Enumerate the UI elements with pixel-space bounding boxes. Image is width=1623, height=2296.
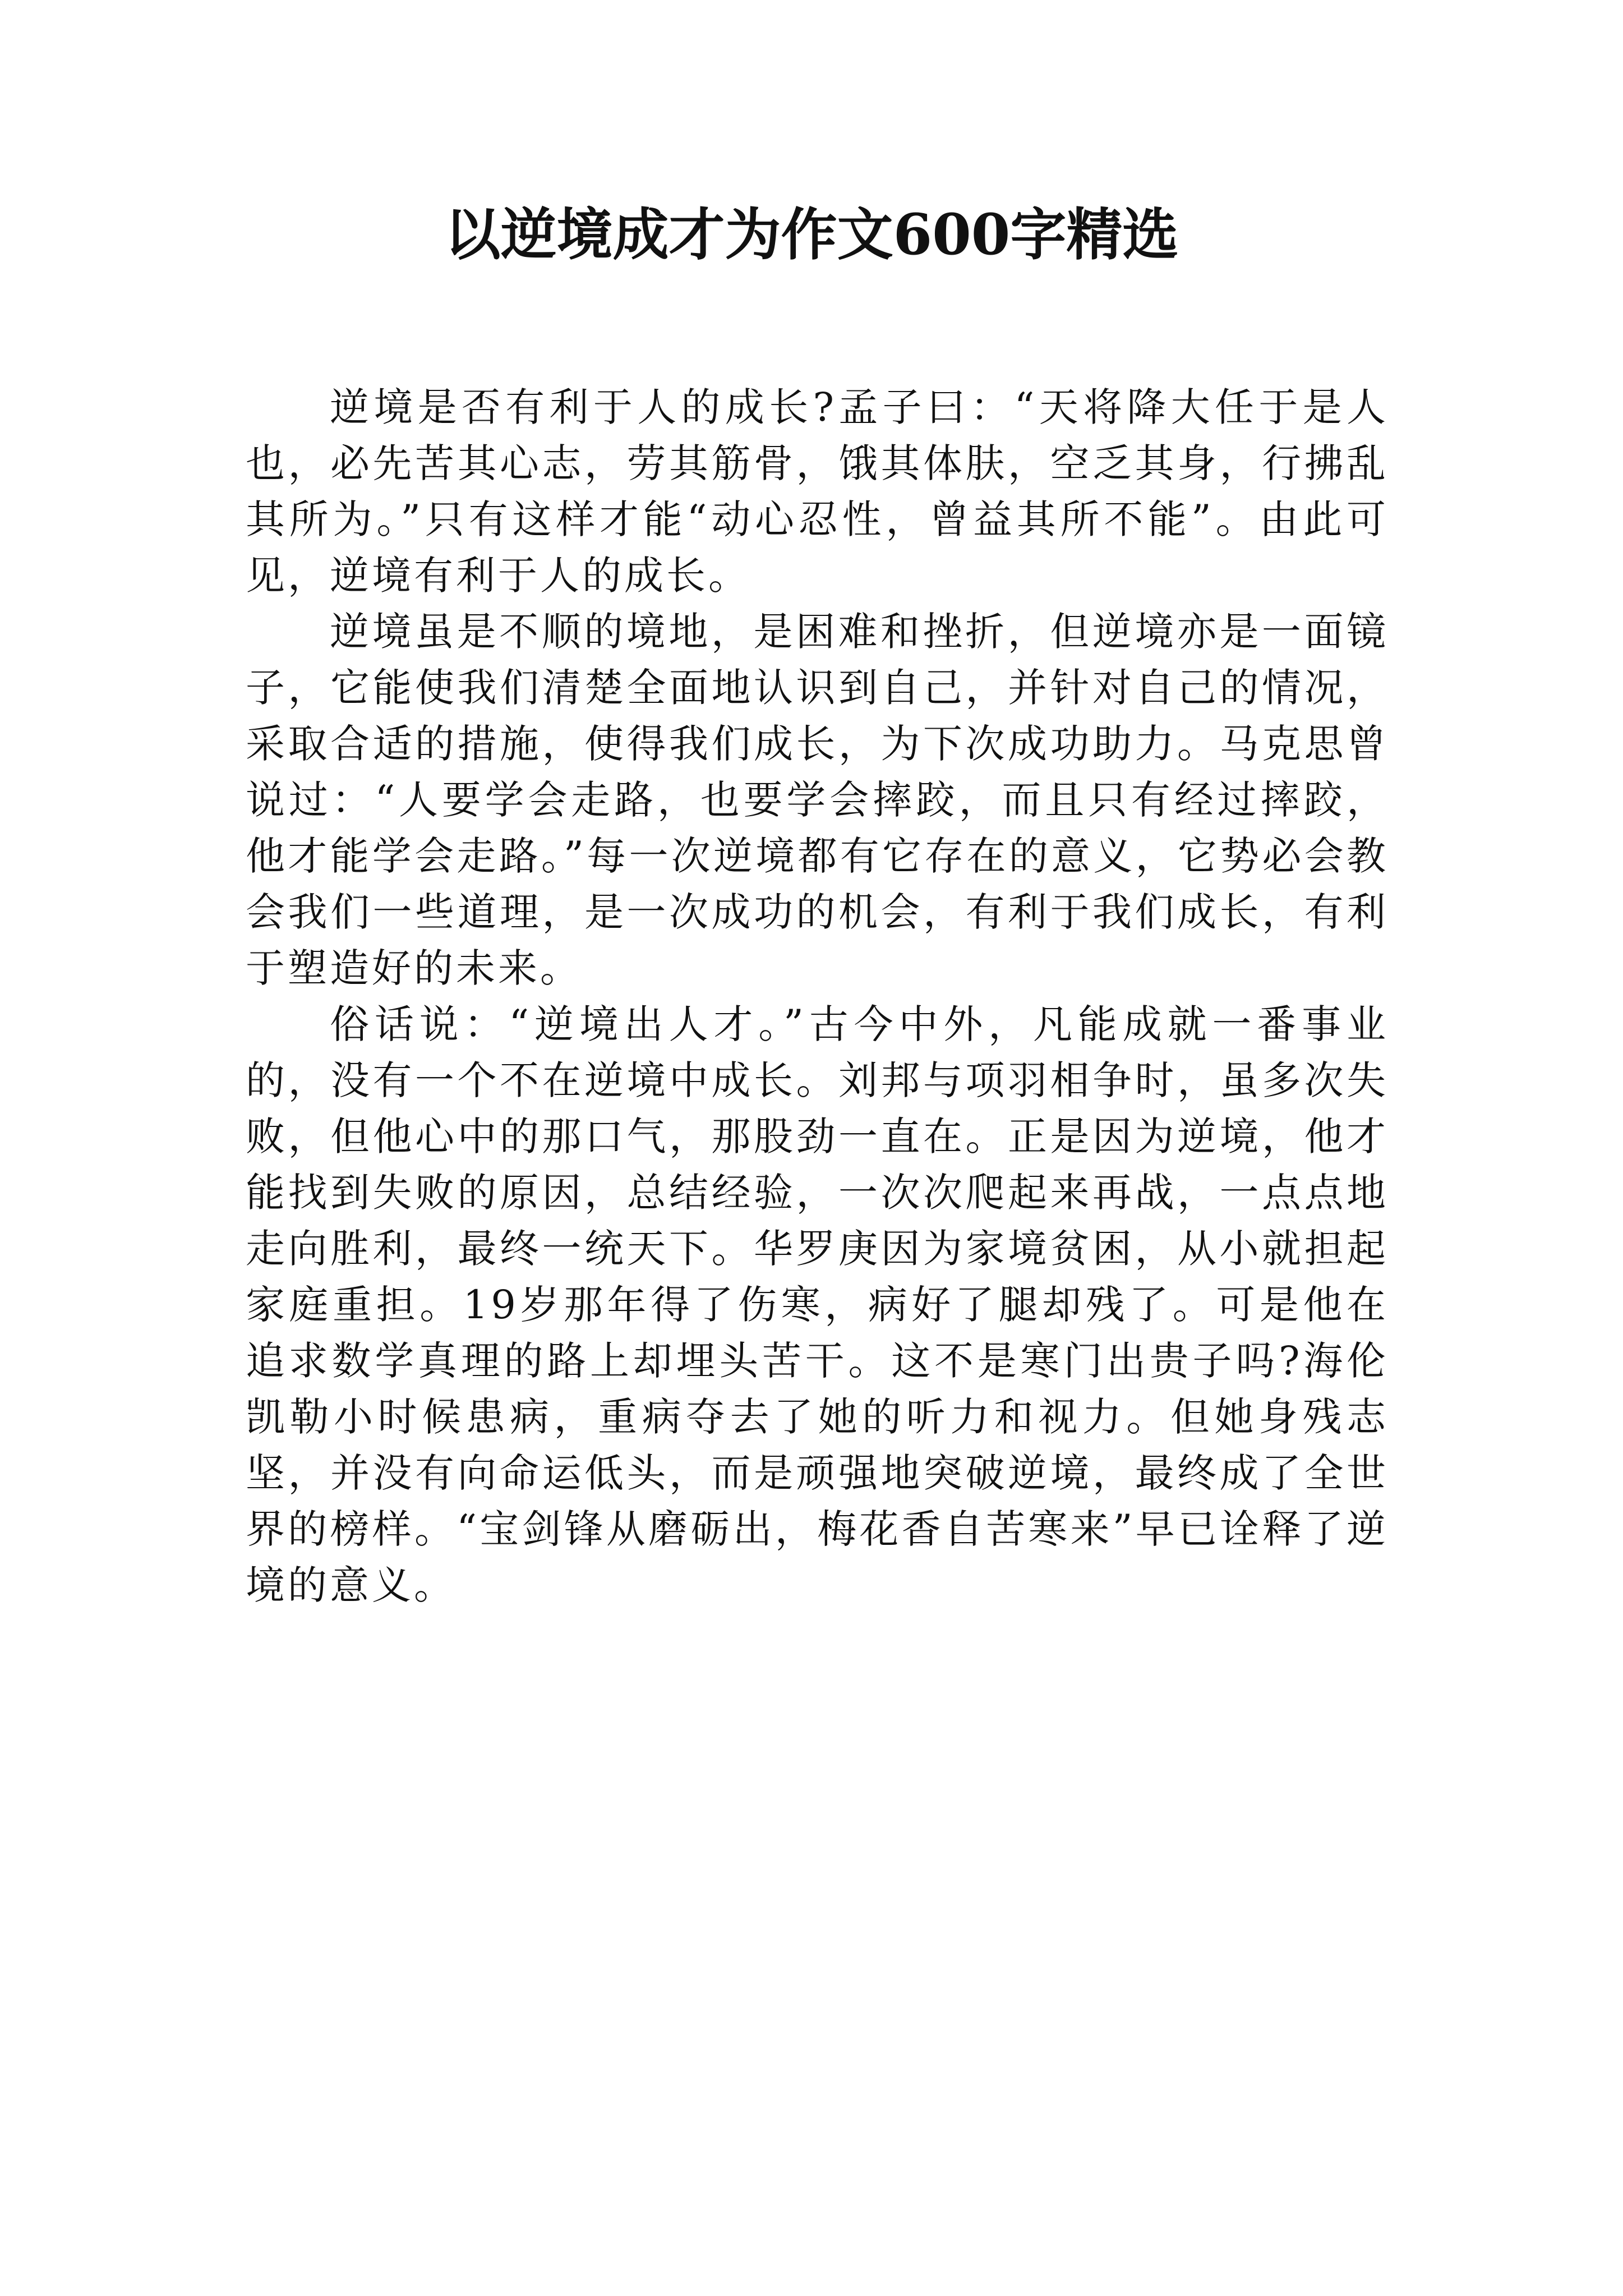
paragraph-2: 逆境虽是不顺的境地，是困难和挫折，但逆境亦是一面镜子，它能使我们清楚全面地认识到自己，并针对自己的情况，采取合适的措施，使得我们成长，为下次成功助力。马克思曾说过：“人要学会走路，也要学会摔跤，而且只有经过摔跤，他才能学会走路。”每一次逆境都有它存在的意义，它势必会教会我们一些道理，是一次成功的机会，有利于我们成长，有利于塑造好的未来。: [246, 609, 1389, 991]
paragraph-1: 逆境是否有利于人的成长?孟子曰：“天将降大任于是人也，必先苦其心志，劳其筋骨，饿其体肤，空乏其身，行拂乱其所为。”只有这样才能“动心忍性，曾益其所不能”。由此可见，逆境有利于人的成长。: [246, 384, 1389, 599]
paragraph-3: 俗话说：“逆境出人才。”古今中外，凡能成就一番事业的，没有一个不在逆境中成长。刘邦与项羽相争时，虽多次失败，但他心中的那口气，那股劲一直在。正是因为逆境，他才能找到失败的原因，总结经验，一次次爬起来再战，一点点地走向胜利，最终一统天下。华罗庚因为家境贫困，从小就担起家庭重担。19岁那年得了伤寒，病好了腿却残了。可是他在追求数学真理的路上却埋头苦干。这不是寒门出贵子吗?海伦凯勒小时候患病，重病夺去了她的听力和视力。但她身残志坚，并没有向命运低头，而是顽强地突破逆境，最终成了全世界的榜样。“宝剑锋从磨砺出，梅花香自苦寒来”早已诠释了逆境的意义。: [246, 1001, 1389, 1608]
document-title: 以逆境成才为作文600字精选: [444, 201, 1179, 268]
document-body: [246, 379, 1389, 1613]
